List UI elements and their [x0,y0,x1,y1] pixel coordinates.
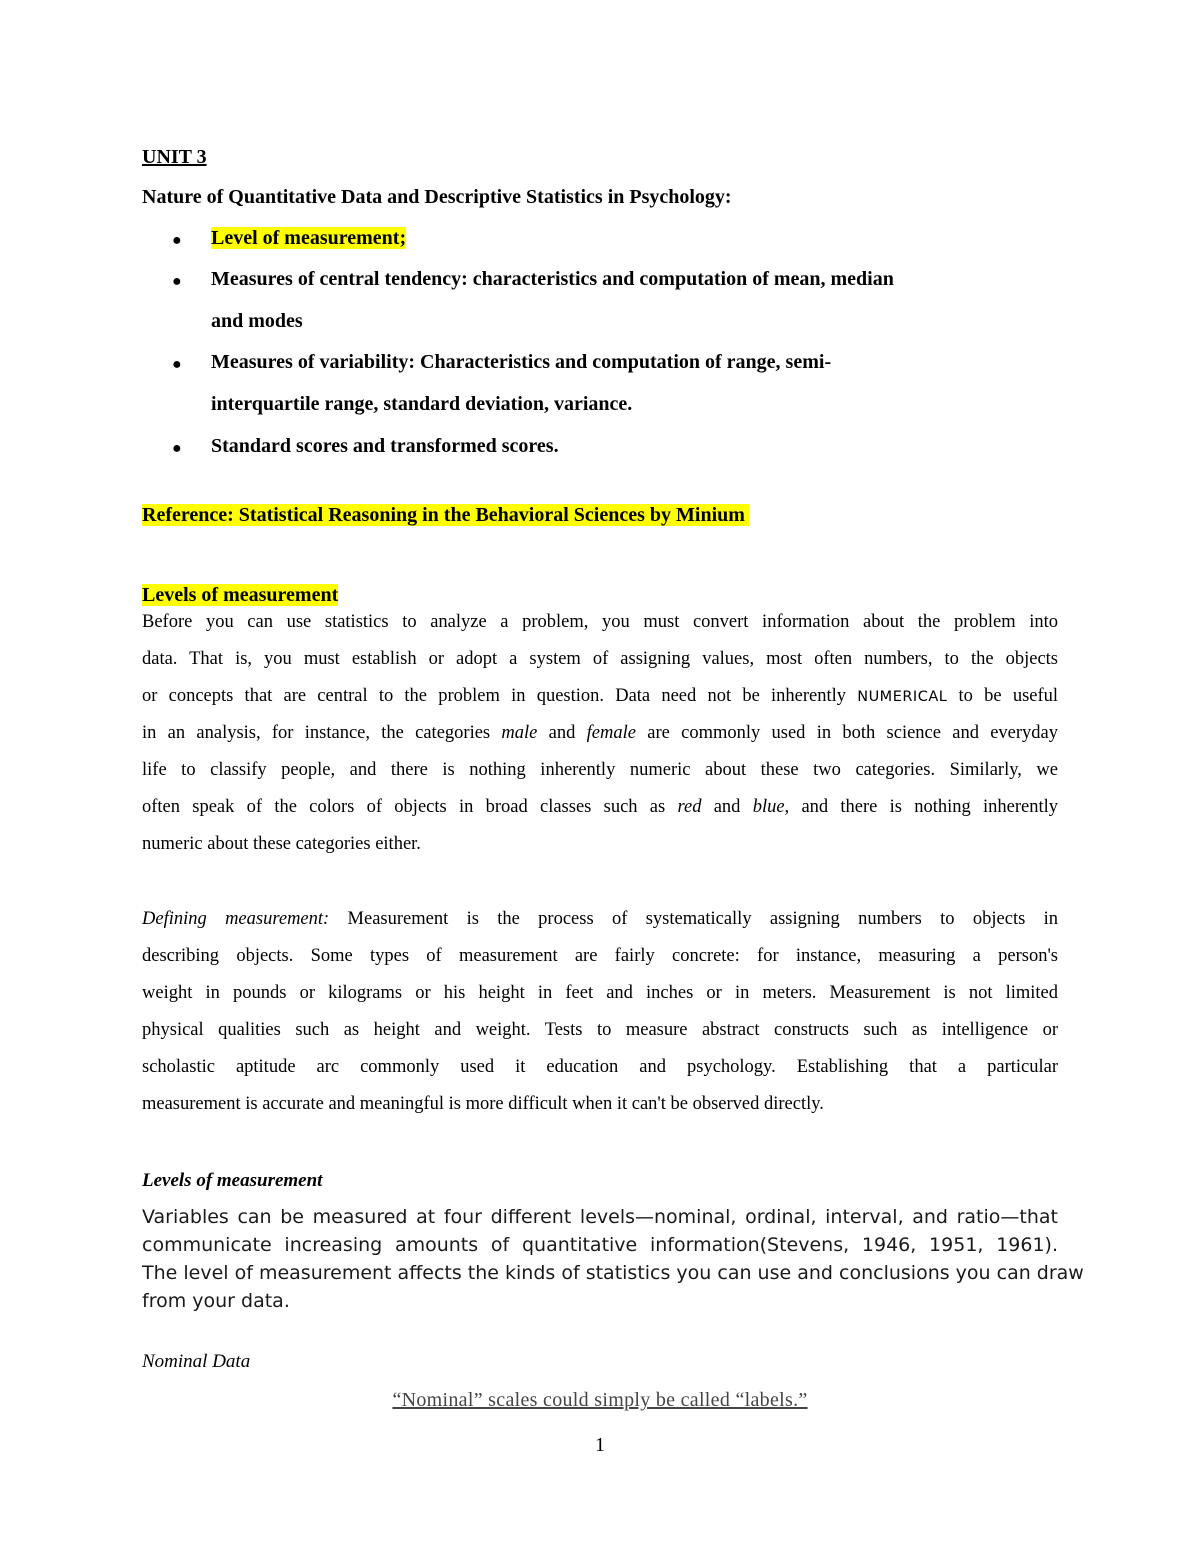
topic-item-4: Standard scores and transformed scores. [211,435,559,457]
nominal-quote: “Nominal” scales could simply be called “labels.” [392,1389,808,1411]
topic-item-3-line-2: interquartile range, standard deviation, variance. [211,393,633,415]
topic-item-3-line-1: Measures of variability: Characteristics and computation of range, semi- [211,351,832,373]
paragraph-defining-measurement: Defining measurement: Measurement is the process of systematically assigning numbers to objects in describing objects. Some types of measurement are fairly concrete: for instance, measuring a person's weight in pounds or kilograms or his height in feet and inches or in meters. Measurement is not limited physical qualities such as height and weight. Tests to measure abstract constructs such as intelligence or scholastic aptitude arc commonly used it education and psychology. Establishing that a particular measurement is accurate and meaningful is more difficult when it can't be observed directly. [142,909,1059,1114]
unit-subtitle: Nature of Quantitative Data and Descriptive Statistics in Psychology: [142,186,732,208]
section-heading: Levels of measurement [142,584,339,606]
topic-item-1: Level of measurement; [211,227,407,249]
bullet-icon: ● [172,273,182,290]
topic-item-2-line-2: and modes [211,310,303,332]
bullet-icon: ● [172,232,182,249]
paragraph-levels: Variables can be measured at four different levels—nominal, ordinal, interval, and ratio—that communicate increasing amounts of quantitative information(Stevens, 1946, 1951, 1961). The level of measurement affects the kinds of statistics you can use and conclusions you can draw from your data. [142,1206,1084,1312]
page-number: 1 [595,1434,605,1456]
nominal-heading: Nominal Data [142,1351,251,1372]
topic-item-2-line-1: Measures of central tendency: characteristics and computation of mean, median [211,268,894,290]
unit-title: UNIT 3 [142,146,207,168]
paragraph-intro: Before you can use statistics to analyze a problem, you must convert information about the problem into data. That is, you must establish or adopt a system of assigning values, most often numbers, to the objects or concepts that are central to the problem in question. Data need not be inherently NUMERICAL to be useful in an analysis, for instance, the categories male and female are commonly used in both science and everyday life to classify people, and there is nothing inherently numeric about these two categories. Similarly, we often speak of the colors of objects in broad classes such as red and blue, and there is nothing inherently numeric about these categories either. [142,612,1059,854]
subheading-levels: Levels of measurement [142,1170,323,1191]
reference-line: Reference: Statistical Reasoning in the Behavioral Sciences by Minium [142,504,749,527]
bullet-icon: ● [172,440,182,457]
bullet-icon: ● [172,356,182,373]
